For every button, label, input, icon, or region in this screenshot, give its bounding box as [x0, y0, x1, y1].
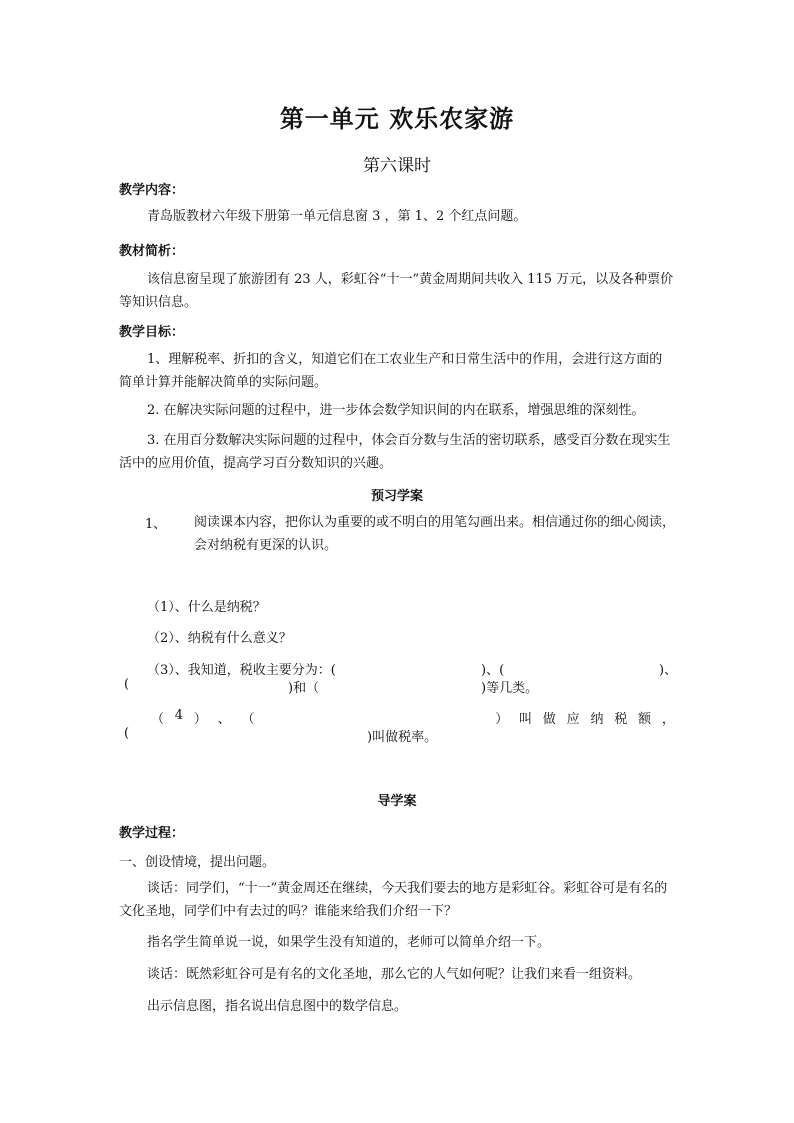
question-4-part-b: )叫做税率。 — [367, 730, 438, 745]
guide-paragraph-1: 谈话：同学们，“十一”黄金周还在继续，今天我们要去的地方是彩虹谷。彩虹谷可是有名的文化圣地，同学们中有去过的吗？谁能来给我们介绍一下？ — [119, 881, 668, 919]
preview-item-number: 1、 — [145, 517, 167, 532]
q4-token: 做 — [542, 712, 556, 727]
goal-item-2: 2. 在解决实际问题的过程中，进一步体会数学知识间的内在联系，增强思维的深刻性。 — [147, 403, 645, 418]
question-4-part-a: ( — [124, 726, 130, 741]
document-title: 第一单元 欢乐农家游 — [279, 104, 515, 133]
question-3-part-e: )和（ — [288, 681, 320, 696]
question-3-part-b: )、( — [481, 663, 505, 678]
q4-token: ， — [661, 712, 675, 727]
q4-token: ） — [193, 712, 207, 727]
goal-item-1: 1、理解税率、折扣的含义，知道它们在工农业生产和日常生活中的作用，会进行这方面的简单计算并能解决简单的实际问题。 — [119, 352, 663, 390]
q4-token: 纳 — [590, 712, 604, 727]
q4-token: （ — [151, 712, 165, 727]
process-heading: 教学过程： — [119, 826, 185, 841]
preview-item-text: 阅读课本内容，把你认为重要的或不明白的用笔勾画出来。相信通过你的细心阅读，会对纳税有更深的认识。 — [194, 515, 676, 553]
q4-token: 税 — [614, 712, 628, 727]
q4-token: 、 — [217, 712, 231, 727]
question-3-part-a: （3）、我知道，税收主要分为：( — [147, 663, 336, 678]
guide-paragraph-3: 谈话：既然彩虹谷可是有名的文化圣地，那么它的人气如何呢？让我们来看一组资料。 — [147, 967, 642, 982]
question-2: （2）、纳税有什么意义？ — [147, 631, 292, 646]
content-text: 青岛版教材六年级下册第一单元信息窗 3 ，第 1、2 个红点问题。 — [147, 209, 527, 224]
step-1-heading: 一、创设情境，提出问题。 — [119, 855, 276, 870]
analysis-heading: 教材简析： — [119, 244, 185, 259]
analysis-text: 该信息窗呈现了旅游团有 23 人，彩虹谷“十一”黄金周期间共收入 115 万元，以及各种票价等知识信息。 — [119, 272, 674, 310]
question-4-line-1 — [119, 708, 675, 727]
lesson-subtitle: 第六课时 — [363, 156, 431, 176]
q4-token: 4 — [174, 708, 184, 723]
q4-token: 额 — [638, 712, 652, 727]
goals-heading: 教学目标： — [119, 325, 185, 340]
guide-heading: 导学案 — [377, 794, 417, 809]
q4-token: ） — [495, 712, 509, 727]
goal-item-3: 3. 在用百分数解决实际问题的过程中，体会百分数与生活的密切联系，感受百分数在现实生活中的应用价值，提高学习百分数知识的兴趣。 — [119, 433, 671, 471]
content-heading: 教学内容： — [119, 183, 185, 198]
q4-token: （ — [241, 712, 255, 727]
guide-paragraph-4: 出示信息图，指名说出信息图中的数学信息。 — [147, 999, 408, 1014]
guide-paragraph-2: 指名学生简单说一说，如果学生没有知道的，老师可以简单介绍一下。 — [147, 935, 551, 950]
question-3-part-c: )、 — [659, 663, 678, 678]
preview-heading: 预习学案 — [370, 489, 423, 504]
q4-token: 叫 — [519, 712, 533, 727]
q4-token: 应 — [566, 712, 580, 727]
question-1: （1）、什么是纳税？ — [147, 600, 266, 615]
question-3-part-f: )等几类。 — [481, 681, 539, 696]
question-3-part-d: ( — [124, 677, 130, 692]
